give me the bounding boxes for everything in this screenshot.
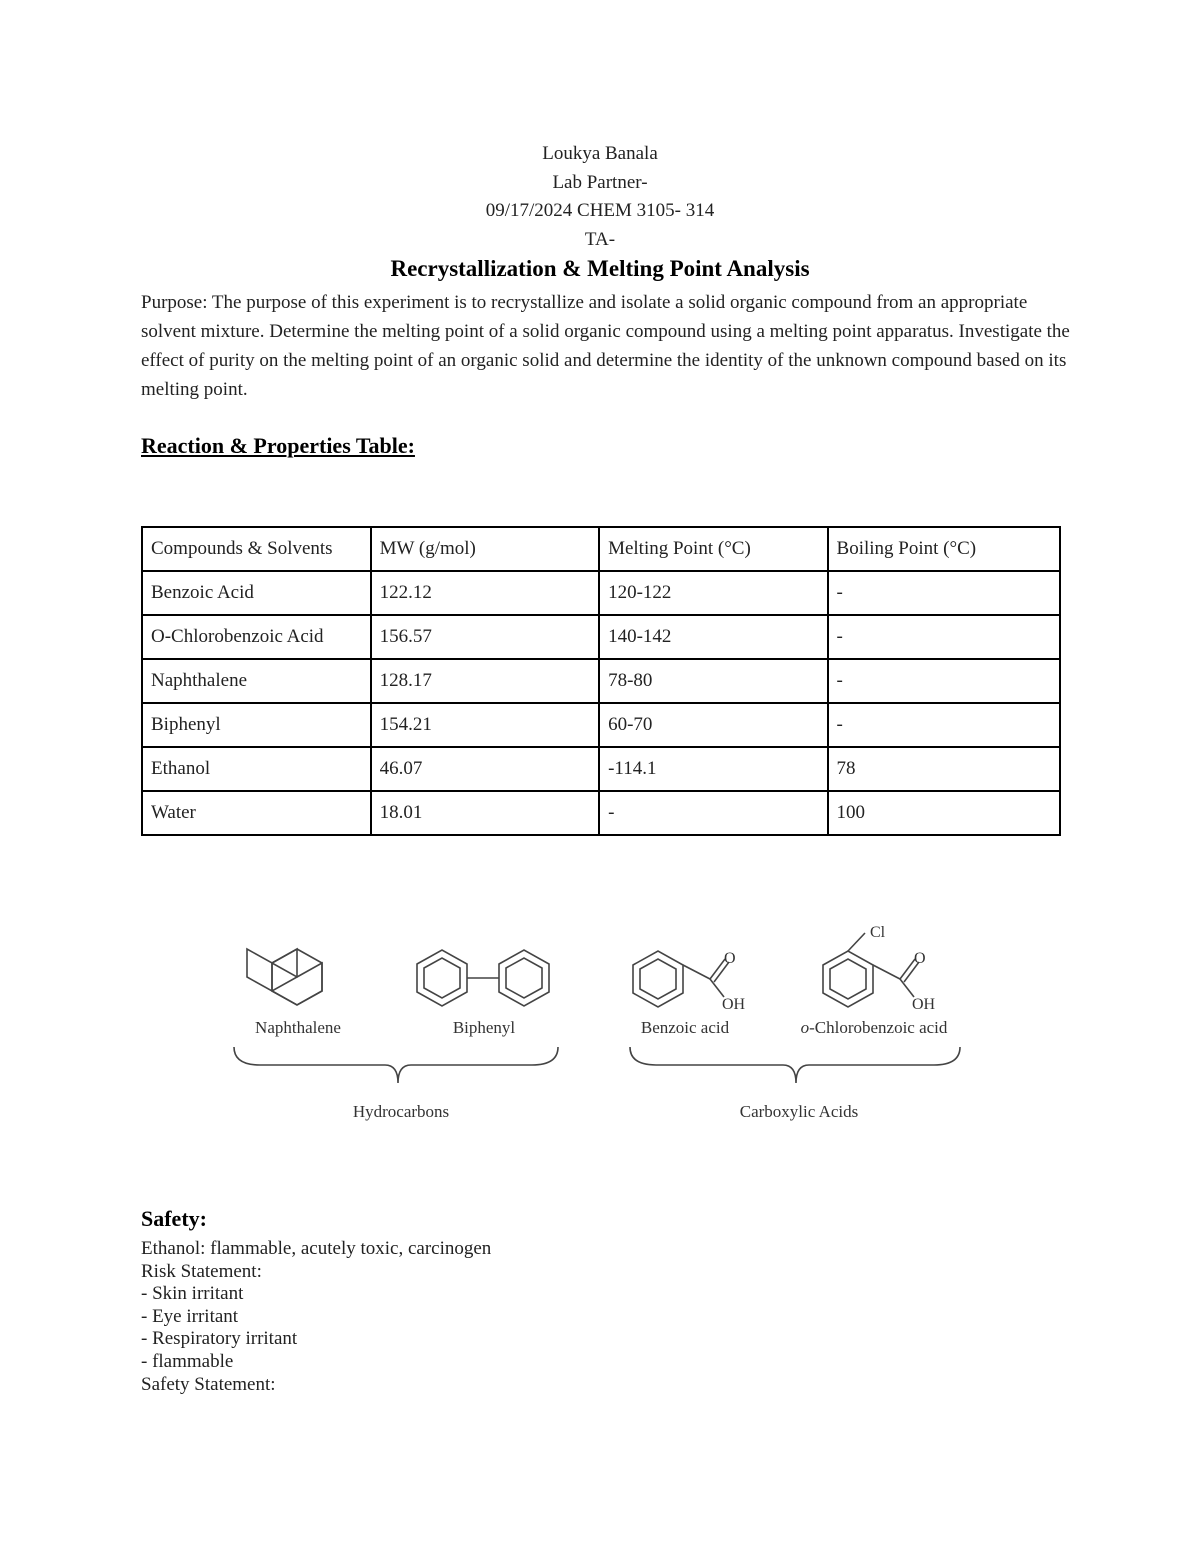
header-block	[0, 140, 1200, 254]
naphthalene-structure	[247, 949, 322, 1005]
chlorobenzoic-acid-label	[801, 1018, 948, 1037]
atom-o-label: O	[724, 950, 736, 967]
table-cell: 46.07	[371, 747, 599, 791]
table-row	[142, 571, 1060, 615]
table-cell: Naphthalene	[142, 659, 371, 703]
hydrocarbons-label: Hydrocarbons	[352, 1102, 450, 1121]
table-cell: -114.1	[599, 747, 827, 791]
safety-statement-label: Safety Statement:	[141, 1373, 276, 1395]
atom-oh-label: OH	[912, 996, 936, 1013]
table-cell: 122.12	[371, 571, 599, 615]
risk-item: - Eye irritant	[141, 1305, 239, 1327]
benzoic-acid-label: Benzoic acid	[640, 1018, 730, 1037]
table-cell: Water	[142, 791, 371, 835]
header-cell: Compounds & Solvents	[142, 527, 371, 571]
risk-item: - flammable	[141, 1350, 234, 1372]
chlorobenzoic-acid-structure	[823, 933, 919, 1007]
table-cell: 60-70	[599, 703, 827, 747]
table-cell: -	[828, 571, 1060, 615]
table-cell: 100	[828, 791, 1060, 835]
properties-table	[141, 526, 1061, 836]
table-row	[142, 659, 1060, 703]
atom-cl-label: Cl	[870, 924, 886, 941]
carboxylic-acids-brace	[630, 1047, 960, 1083]
hydrocarbons-brace	[234, 1047, 558, 1083]
table-cell: 154.21	[371, 703, 599, 747]
structures-figure	[220, 915, 980, 1135]
date-course: 09/17/2024 CHEM 3105- 314	[485, 200, 715, 221]
header-cell: Melting Point (°C)	[599, 527, 827, 571]
table-row	[142, 791, 1060, 835]
chloro-rest: -Chlorobenzoic acid	[809, 1018, 948, 1037]
table-cell: 78	[828, 747, 1060, 791]
table-cell: 140-142	[599, 615, 827, 659]
table-cell: 156.57	[371, 615, 599, 659]
table-cell: -	[828, 703, 1060, 747]
table-cell: 18.01	[371, 791, 599, 835]
benzoic-acid-structure	[633, 951, 729, 1007]
naphthalene-label: Naphthalene	[255, 1018, 341, 1037]
atom-oh-label: OH	[722, 996, 746, 1013]
table-row	[142, 703, 1060, 747]
lab-partner: Lab Partner-	[552, 171, 648, 193]
biphenyl-structure	[417, 950, 549, 1006]
table-cell: O-Chlorobenzoic Acid	[142, 615, 371, 659]
chloro-prefix: o	[800, 1018, 810, 1037]
safety-block	[141, 1238, 491, 1396]
author-name: Loukya Banala	[542, 143, 658, 164]
biphenyl-label: Biphenyl	[452, 1018, 516, 1037]
table-row	[142, 747, 1060, 791]
document-title: Recrystallization & Melting Point Analysis	[390, 256, 810, 281]
table-cell: 120-122	[599, 571, 827, 615]
header-cell: MW (g/mol)	[371, 527, 599, 571]
carboxylic-acids-label: Carboxylic Acids	[739, 1102, 859, 1121]
reaction-properties-heading: Reaction & Properties Table:	[141, 433, 415, 458]
purpose-paragraph: Purpose: The purpose of this experiment is to recrystallize and isolate a solid organic compound from an appropriate solvent mixture. Determine the melting point of a solid organic compound using a melting point apparatus. Investigate the effect of purity on the melting point of an organic solid and determine the identity of the unknown compound based on its melting point.	[141, 292, 1070, 400]
table-row	[142, 615, 1060, 659]
teaching-assistant: TA-	[584, 228, 616, 250]
table-cell: Ethanol	[142, 747, 371, 791]
table-header-row	[142, 527, 1060, 571]
table-cell: -	[828, 615, 1060, 659]
header-cell: Boiling Point (°C)	[828, 527, 1060, 571]
table-cell: -	[828, 659, 1060, 703]
risk-item: - Skin irritant	[141, 1283, 244, 1305]
ethanol-hazards: Ethanol: flammable, acutely toxic, carcinogen	[141, 1238, 492, 1259]
table-cell: -	[599, 791, 827, 835]
safety-heading: Safety:	[141, 1206, 207, 1231]
table-cell: Benzoic Acid	[142, 571, 371, 615]
table-cell: 128.17	[371, 659, 599, 703]
risk-statement-label: Risk Statement:	[141, 1260, 262, 1282]
risk-item: - Respiratory irritant	[141, 1328, 298, 1350]
atom-o-label: O	[914, 950, 926, 967]
table-cell: 78-80	[599, 659, 827, 703]
table-cell: Biphenyl	[142, 703, 371, 747]
